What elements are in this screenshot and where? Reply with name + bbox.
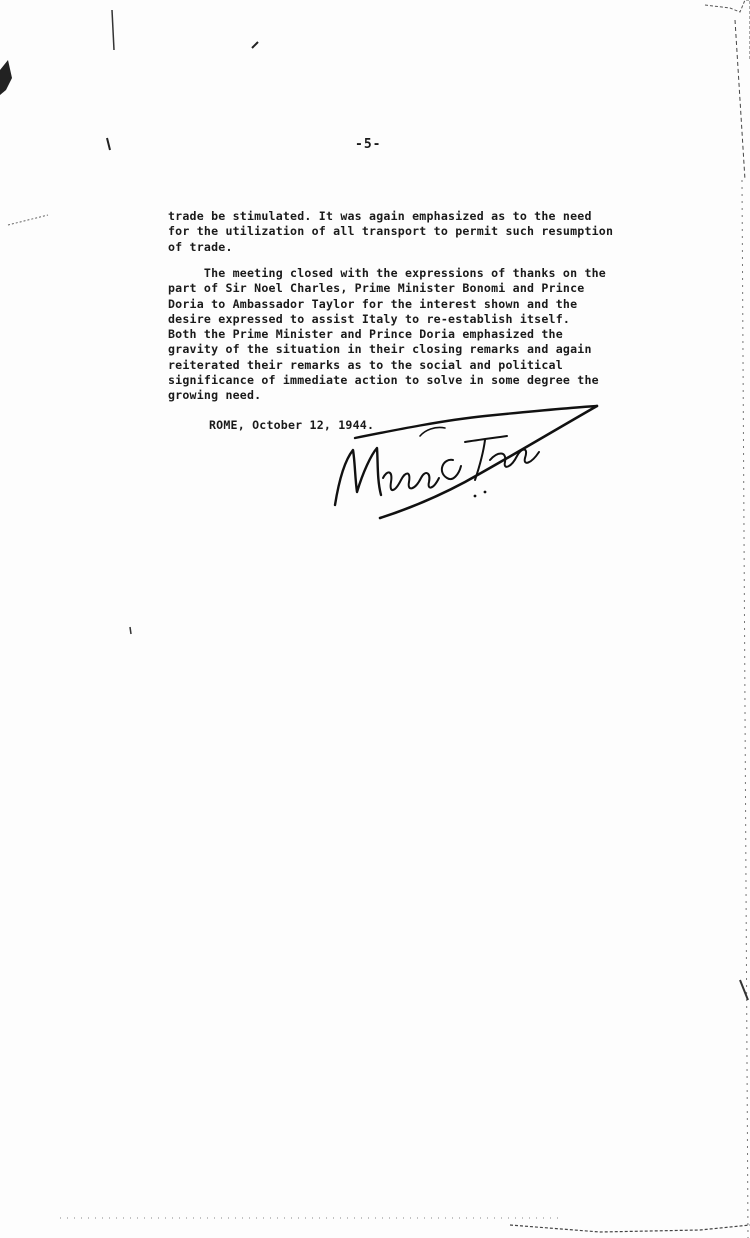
paragraph-line: trade be stimulated. It was again emphasized as to the need — [168, 209, 592, 223]
paragraph-line: for the utilization of all transport to permit such resumption — [168, 224, 614, 239]
scan-mark-tick — [252, 42, 258, 48]
paragraph-line: Doria to Ambassador Taylor for the interest shown and the — [168, 296, 578, 311]
scan-mark-dot-2 — [130, 627, 131, 634]
paragraph-line: desire expressed to assist Italy to re-establish itself. — [168, 311, 571, 326]
paragraph-line: of trade. — [168, 239, 233, 254]
left-edge-shadow — [0, 0, 12, 95]
paragraph-2 — [168, 266, 638, 404]
bottom-edge-marks — [510, 1225, 750, 1232]
paragraph-line: The meeting closed with the expressions of thanks on the — [168, 266, 606, 280]
paragraph-line: growing need. — [168, 388, 262, 403]
right-edge-marks — [705, 0, 750, 60]
paragraph-line: Both the Prime Minister and Prince Doria emphasized the — [168, 327, 563, 342]
right-edge-speckle — [742, 180, 748, 1238]
scan-mark-line — [112, 10, 114, 50]
paragraph-1 — [168, 209, 638, 255]
paragraph-line: part of Sir Noel Charles, Prime Minister Bonomi and Prince — [168, 281, 585, 296]
paragraph-line: reiterated their remarks as to the social and political — [168, 357, 563, 372]
right-edge-mark — [740, 980, 748, 1000]
scan-mark-dot — [107, 138, 110, 150]
scan-mark-dash — [8, 215, 48, 225]
page-number: -5- — [355, 137, 382, 152]
right-edge-dots — [735, 20, 745, 180]
handwritten-signature — [325, 400, 605, 525]
paragraph-line: gravity of the situation in their closing remarks and again — [168, 342, 592, 357]
paragraph-line: significance of immediate action to solve in some degree the — [168, 373, 599, 388]
dateline: ROME, October 12, 1944. — [209, 418, 375, 432]
